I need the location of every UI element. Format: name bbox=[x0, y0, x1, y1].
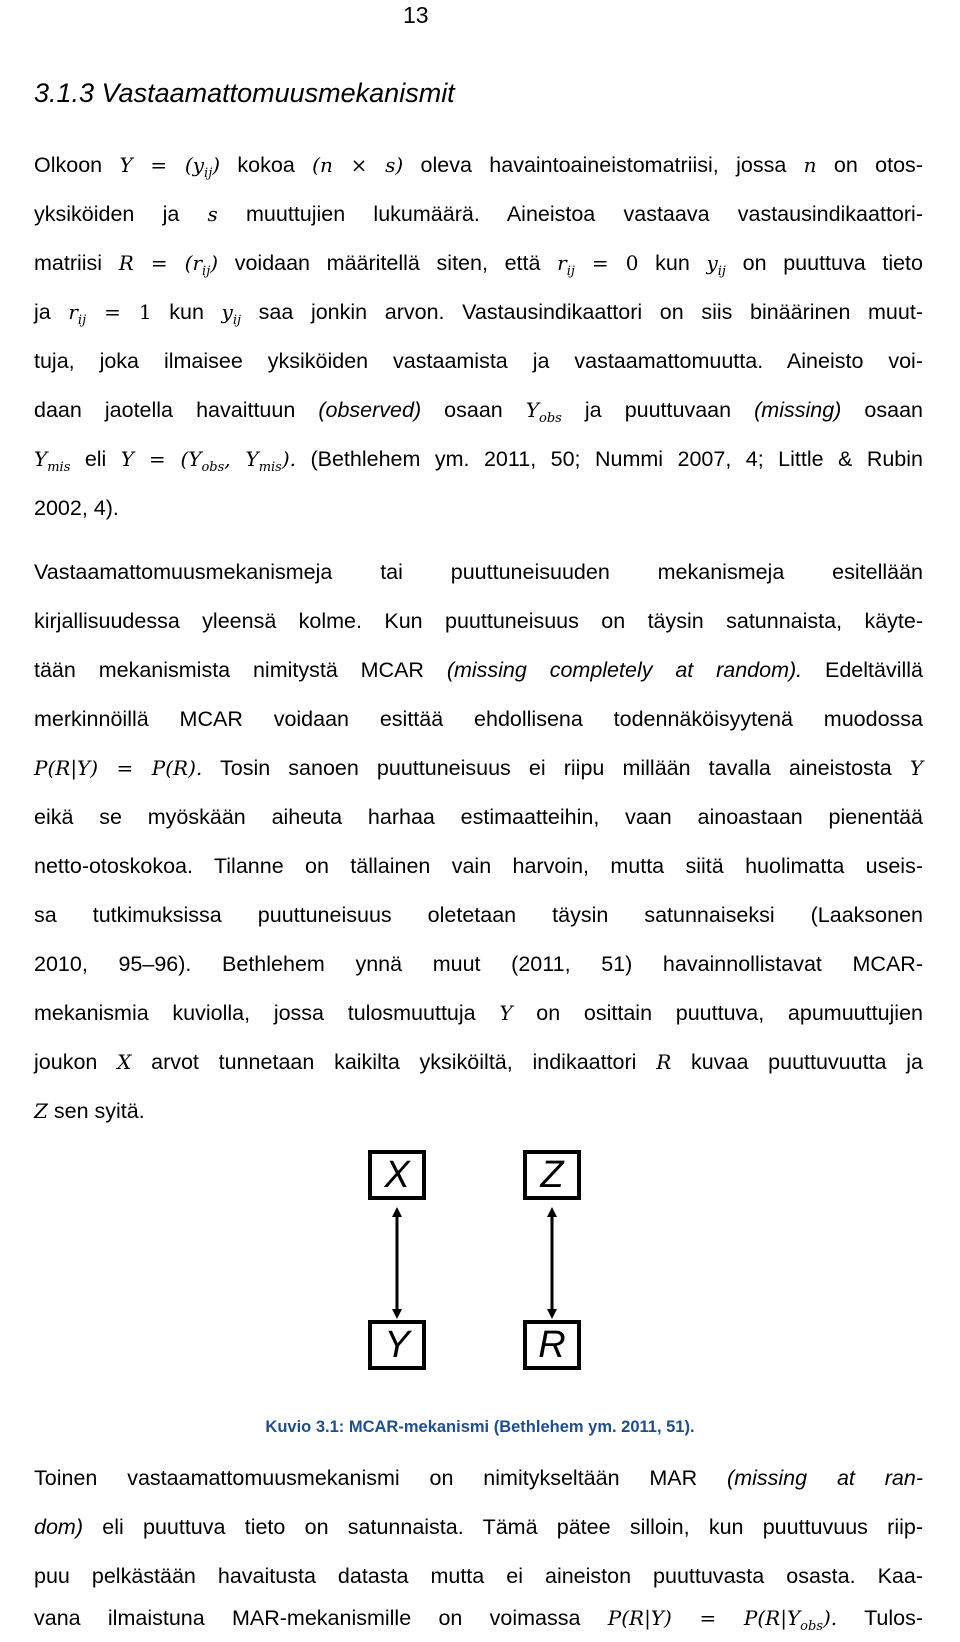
paragraph-1-line-2: yksiköiden ja s muuttujien lukumäärä. Aineistoa vastaava vastausindikaattori- bbox=[34, 202, 923, 226]
paragraph-3-line-4: vana ilmaistuna MAR-mekanismille on voimassa $P(R|Y) = P(R|Y_{obs})$. Tulos- bbox=[34, 1606, 924, 1634]
paragraph-1-line-1: Olkoon $Y = (y_{ij})$ kokoa (n × s) oleva havaintoaineistomatriisi, jossa n on otos- bbox=[34, 153, 923, 181]
paragraph-2-line-12: Z sen syitä. bbox=[34, 1099, 145, 1123]
paragraph-2-line-11: joukon X arvot tunnetaan kaikilta yksiköiltä, indikaattori R kuvaa puuttuvuutta ja bbox=[34, 1050, 923, 1074]
paragraph-2-line-3: tään mekanismista nimitystä MCAR (missing completely at random). Edeltävillä bbox=[34, 658, 923, 682]
mcar-diagram bbox=[360, 1150, 600, 1390]
page-number: 13 bbox=[403, 2, 429, 28]
node-z: Z bbox=[523, 1150, 581, 1200]
paragraph-3-line-2: dom) eli puuttuva tieto on satunnaista. Tämä pätee silloin, kun puuttuvuus riip- bbox=[34, 1515, 923, 1539]
node-y: Y bbox=[368, 1320, 426, 1370]
paragraph-2-line-8: sa tutkimuksissa puuttuneisuus oletetaan täysin satunnaiseksi (Laaksonen bbox=[34, 903, 923, 927]
paragraph-2-line-10: mekanismia kuviolla, jossa tulosmuuttuja Y on osittain puuttuva, apumuuttujien bbox=[34, 1001, 923, 1025]
paragraph-2-line-6: eikä se myöskään aiheuta harhaa estimaatteihin, vaan ainoastaan pienentää bbox=[34, 805, 923, 829]
section-heading: 3.1.3 Vastaamattomuusmekanismit bbox=[34, 78, 455, 108]
paragraph-1-line-5: tuja, joka ilmaisee yksiköiden vastaamista ja vastaamattomuutta. Aineisto voi- bbox=[34, 349, 923, 373]
paragraph-2-line-7: netto-otoskokoa. Tilanne on tällainen vain harvoin, mutta siitä huolimatta useis- bbox=[34, 854, 923, 878]
paragraph-1-line-8: 2002, 4). bbox=[34, 496, 119, 520]
paragraph-2-line-2: kirjallisuudessa yleensä kolme. Kun puuttuneisuus on täysin satunnaista, käyte- bbox=[34, 609, 923, 633]
paragraph-2-line-9: 2010, 95–96). Bethlehem ynnä muut (2011, 51) havainnollistavat MCAR- bbox=[34, 952, 923, 976]
node-x: X bbox=[368, 1150, 426, 1200]
paragraph-1-line-7: $Y_{mis}$ eli $Y = (Y_{obs}$, $Y_{mis}$). (Bethlehem ym. 2011, 50; Nummi 2007, 4; Little & Rubin bbox=[34, 447, 923, 475]
paragraph-1-line-6: daan jaotella havaittuun (observed) osaan $Y_{obs}$ ja puuttuvaan (missing) osaan bbox=[34, 398, 923, 426]
paragraph-3-line-1: Toinen vastaamattomuusmekanismi on nimitykseltään MAR (missing at ran- bbox=[34, 1466, 923, 1490]
node-r: R bbox=[523, 1320, 581, 1370]
figure-caption: Kuvio 3.1: MCAR-mekanismi (Bethlehem ym. 2011, 51). bbox=[265, 1418, 695, 1436]
paragraph-2-line-5: P(R|Y) = P(R). Tosin sanoen puuttuneisuus ei riipu millään tavalla aineistosta Y bbox=[34, 756, 924, 780]
paragraph-2-line-4: merkinnöillä MCAR voidaan esittää ehdollisena todennäköisyytenä muodossa bbox=[34, 707, 923, 731]
paragraph-1-line-3: matriisi $R = (r_{ij})$ voidaan määritellä siten, että $r_{ij} = 0$ kun $y_{ij}$ on puuttuva tieto bbox=[34, 251, 923, 279]
paragraph-1-line-4: ja $r_{ij} = 1$ kun $y_{ij}$ saa jonkin arvon. Vastausindikaattori on siis binäärinen muut- bbox=[34, 300, 923, 328]
paragraph-2-line-1: Vastaamattomuusmekanismeja tai puuttuneisuuden mekanismeja esitellään bbox=[34, 560, 923, 584]
paragraph-3-line-3: puu pelkästään havaitusta datasta mutta ei aineiston puuttuvasta osasta. Kaa- bbox=[34, 1564, 923, 1588]
